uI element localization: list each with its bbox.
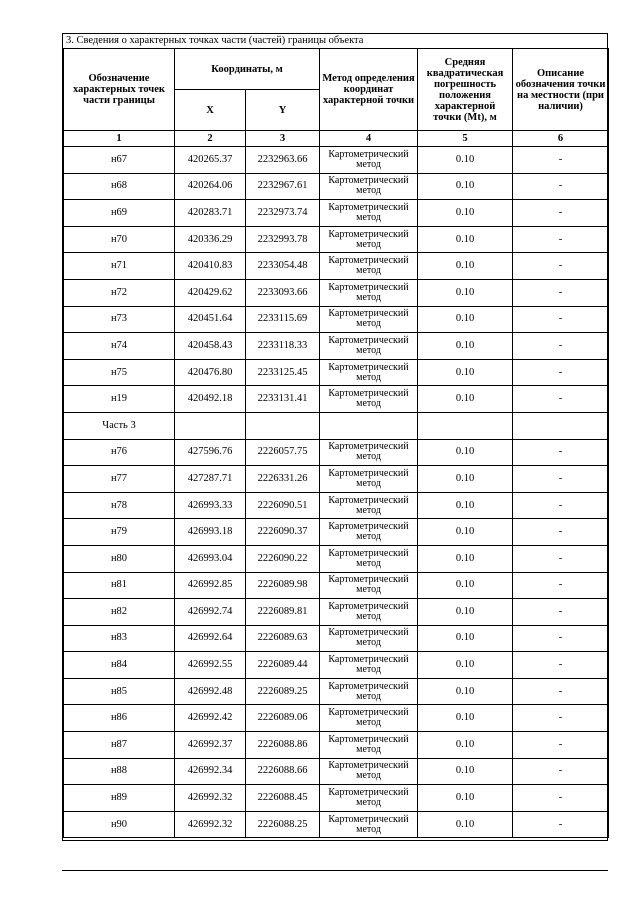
table-row <box>64 200 609 227</box>
table-row <box>64 226 609 253</box>
empty-cell <box>418 412 513 439</box>
empty-cell <box>246 412 320 439</box>
error-cell: 0.10 <box>418 545 513 572</box>
method-cell: Картометрический метод <box>320 758 418 785</box>
point-name-cell: н74 <box>64 333 175 360</box>
table-row <box>64 572 609 599</box>
coord-x-cell: 420410.83 <box>175 253 246 280</box>
coord-y-cell: 2226089.06 <box>246 705 320 732</box>
coord-x-cell: 420283.71 <box>175 200 246 227</box>
method-cell: Картометрический метод <box>320 599 418 626</box>
error-cell: 0.10 <box>418 253 513 280</box>
coord-x-cell: 426992.74 <box>175 599 246 626</box>
column-number: 6 <box>513 131 609 147</box>
coord-x-cell: 426992.32 <box>175 785 246 812</box>
point-name-cell: н69 <box>64 200 175 227</box>
coord-y-cell: 2232967.61 <box>246 173 320 200</box>
header-coordinates: Координаты, м <box>175 49 320 90</box>
table-row <box>64 758 609 785</box>
description-cell: - <box>513 678 609 705</box>
description-cell: - <box>513 306 609 333</box>
coord-y-cell: 2226089.81 <box>246 599 320 626</box>
coord-x-cell: 420264.06 <box>175 173 246 200</box>
description-cell: - <box>513 226 609 253</box>
table-row <box>64 359 609 386</box>
point-name-cell: н76 <box>64 439 175 466</box>
part-row <box>64 412 609 439</box>
table-row <box>64 492 609 519</box>
coord-x-cell: 426992.64 <box>175 625 246 652</box>
description-cell: - <box>513 785 609 812</box>
point-name-cell: н19 <box>64 386 175 413</box>
header-description: Описание обозначения точки на местности (при наличии) <box>513 49 609 131</box>
coord-y-cell: 2232973.74 <box>246 200 320 227</box>
method-cell: Картометрический метод <box>320 652 418 679</box>
point-name-cell: н72 <box>64 279 175 306</box>
method-cell: Картометрический метод <box>320 359 418 386</box>
coord-y-cell: 2226088.25 <box>246 811 320 838</box>
error-cell: 0.10 <box>418 173 513 200</box>
error-cell: 0.10 <box>418 279 513 306</box>
description-cell: - <box>513 732 609 759</box>
table-row <box>64 253 609 280</box>
error-cell: 0.10 <box>418 732 513 759</box>
description-cell: - <box>513 625 609 652</box>
table-body <box>64 147 609 838</box>
table-row <box>64 732 609 759</box>
description-cell: - <box>513 758 609 785</box>
method-cell: Картометрический метод <box>320 625 418 652</box>
description-cell: - <box>513 279 609 306</box>
point-name-cell: н88 <box>64 758 175 785</box>
column-number: 1 <box>64 131 175 147</box>
table-row <box>64 811 609 838</box>
error-cell: 0.10 <box>418 439 513 466</box>
error-cell: 0.10 <box>418 386 513 413</box>
coord-x-cell: 426993.33 <box>175 492 246 519</box>
point-name-cell: н90 <box>64 811 175 838</box>
coord-x-cell: 420476.80 <box>175 359 246 386</box>
error-cell: 0.10 <box>418 306 513 333</box>
table-row <box>64 173 609 200</box>
table-row <box>64 306 609 333</box>
coord-y-cell: 2232993.78 <box>246 226 320 253</box>
description-cell: - <box>513 253 609 280</box>
description-cell: - <box>513 811 609 838</box>
coord-y-cell: 2226090.22 <box>246 545 320 572</box>
coord-x-cell: 426993.04 <box>175 545 246 572</box>
method-cell: Картометрический метод <box>320 492 418 519</box>
point-name-cell: н79 <box>64 519 175 546</box>
error-cell: 0.10 <box>418 226 513 253</box>
part-label: Часть 3 <box>64 412 175 439</box>
header-x: X <box>175 90 246 131</box>
boundary-points-table <box>63 48 609 838</box>
error-cell: 0.10 <box>418 625 513 652</box>
error-cell: 0.10 <box>418 572 513 599</box>
column-number: 5 <box>418 131 513 147</box>
error-cell: 0.10 <box>418 359 513 386</box>
coord-y-cell: 2233125.45 <box>246 359 320 386</box>
table-row <box>64 333 609 360</box>
method-cell: Картометрический метод <box>320 226 418 253</box>
table-row <box>64 652 609 679</box>
description-cell: - <box>513 599 609 626</box>
empty-cell <box>513 412 609 439</box>
error-cell: 0.10 <box>418 652 513 679</box>
error-cell: 0.10 <box>418 678 513 705</box>
point-name-cell: н81 <box>64 572 175 599</box>
point-name-cell: н80 <box>64 545 175 572</box>
method-cell: Картометрический метод <box>320 439 418 466</box>
coord-x-cell: 426992.48 <box>175 678 246 705</box>
description-cell: - <box>513 545 609 572</box>
coord-y-cell: 2226089.44 <box>246 652 320 679</box>
coord-y-cell: 2226090.37 <box>246 519 320 546</box>
point-name-cell: н71 <box>64 253 175 280</box>
table-row <box>64 599 609 626</box>
error-cell: 0.10 <box>418 519 513 546</box>
method-cell: Картометрический метод <box>320 306 418 333</box>
method-cell: Картометрический метод <box>320 785 418 812</box>
coord-y-cell: 2226089.63 <box>246 625 320 652</box>
coord-y-cell: 2233093.66 <box>246 279 320 306</box>
coord-x-cell: 420451.64 <box>175 306 246 333</box>
coord-y-cell: 2226088.66 <box>246 758 320 785</box>
table-row <box>64 785 609 812</box>
error-cell: 0.10 <box>418 147 513 174</box>
error-cell: 0.10 <box>418 599 513 626</box>
point-name-cell: н73 <box>64 306 175 333</box>
description-cell: - <box>513 492 609 519</box>
description-cell: - <box>513 705 609 732</box>
point-name-cell: н78 <box>64 492 175 519</box>
coord-x-cell: 420336.29 <box>175 226 246 253</box>
empty-cell <box>320 412 418 439</box>
coord-y-cell: 2226088.45 <box>246 785 320 812</box>
section-title: 3. Сведения о характерных точках части (частей) границы объекта <box>66 35 364 46</box>
point-name-cell: н82 <box>64 599 175 626</box>
coord-x-cell: 426992.42 <box>175 705 246 732</box>
description-cell: - <box>513 466 609 493</box>
error-cell: 0.10 <box>418 785 513 812</box>
point-name-cell: н85 <box>64 678 175 705</box>
method-cell: Картометрический метод <box>320 386 418 413</box>
coord-y-cell: 2233131.41 <box>246 386 320 413</box>
point-name-cell: н87 <box>64 732 175 759</box>
error-cell: 0.10 <box>418 705 513 732</box>
coord-y-cell: 2226089.25 <box>246 678 320 705</box>
method-cell: Картометрический метод <box>320 678 418 705</box>
method-cell: Картометрический метод <box>320 147 418 174</box>
error-cell: 0.10 <box>418 466 513 493</box>
method-cell: Картометрический метод <box>320 200 418 227</box>
table-row <box>64 678 609 705</box>
coord-x-cell: 420265.37 <box>175 147 246 174</box>
point-name-cell: н84 <box>64 652 175 679</box>
method-cell: Картометрический метод <box>320 333 418 360</box>
coord-x-cell: 420458.43 <box>175 333 246 360</box>
method-cell: Картометрический метод <box>320 811 418 838</box>
method-cell: Картометрический метод <box>320 732 418 759</box>
header-method: Метод определения координат характерной точки <box>320 49 418 131</box>
description-cell: - <box>513 173 609 200</box>
coord-y-cell: 2233115.69 <box>246 306 320 333</box>
error-cell: 0.10 <box>418 811 513 838</box>
method-cell: Картометрический метод <box>320 519 418 546</box>
table-row <box>64 439 609 466</box>
description-cell: - <box>513 439 609 466</box>
method-cell: Картометрический метод <box>320 279 418 306</box>
description-cell: - <box>513 572 609 599</box>
column-number: 2 <box>175 131 246 147</box>
method-cell: Картометрический метод <box>320 173 418 200</box>
column-number: 4 <box>320 131 418 147</box>
footer-divider <box>62 870 608 871</box>
coord-y-cell: 2226089.98 <box>246 572 320 599</box>
coord-x-cell: 420492.18 <box>175 386 246 413</box>
coord-x-cell: 426993.18 <box>175 519 246 546</box>
empty-cell <box>175 412 246 439</box>
coord-y-cell: 2226331.26 <box>246 466 320 493</box>
description-cell: - <box>513 333 609 360</box>
method-cell: Картометрический метод <box>320 253 418 280</box>
point-name-cell: н89 <box>64 785 175 812</box>
table-row <box>64 519 609 546</box>
description-cell: - <box>513 519 609 546</box>
table-row <box>64 705 609 732</box>
error-cell: 0.10 <box>418 200 513 227</box>
description-cell: - <box>513 359 609 386</box>
coord-y-cell: 2226057.75 <box>246 439 320 466</box>
table-row <box>64 545 609 572</box>
error-cell: 0.10 <box>418 758 513 785</box>
coord-y-cell: 2232963.66 <box>246 147 320 174</box>
description-cell: - <box>513 652 609 679</box>
error-cell: 0.10 <box>418 333 513 360</box>
coord-x-cell: 420429.62 <box>175 279 246 306</box>
table-row <box>64 466 609 493</box>
description-cell: - <box>513 147 609 174</box>
point-name-cell: н75 <box>64 359 175 386</box>
method-cell: Картометрический метод <box>320 466 418 493</box>
column-number: 3 <box>246 131 320 147</box>
point-name-cell: н70 <box>64 226 175 253</box>
header-designation: Обозначение характерных точек части границы <box>64 49 175 131</box>
point-name-cell: н68 <box>64 173 175 200</box>
coord-y-cell: 2226088.86 <box>246 732 320 759</box>
coord-x-cell: 426992.55 <box>175 652 246 679</box>
description-cell: - <box>513 386 609 413</box>
method-cell: Картометрический метод <box>320 572 418 599</box>
method-cell: Картометрический метод <box>320 705 418 732</box>
description-cell: - <box>513 200 609 227</box>
document-frame <box>62 33 608 841</box>
coord-x-cell: 426992.34 <box>175 758 246 785</box>
point-name-cell: н83 <box>64 625 175 652</box>
error-cell: 0.10 <box>418 492 513 519</box>
coord-x-cell: 426992.37 <box>175 732 246 759</box>
coord-x-cell: 427287.71 <box>175 466 246 493</box>
coord-x-cell: 426992.32 <box>175 811 246 838</box>
coord-y-cell: 2226090.51 <box>246 492 320 519</box>
coord-y-cell: 2233054.48 <box>246 253 320 280</box>
coord-x-cell: 427596.76 <box>175 439 246 466</box>
point-name-cell: н86 <box>64 705 175 732</box>
table-row <box>64 386 609 413</box>
point-name-cell: н77 <box>64 466 175 493</box>
table-row <box>64 279 609 306</box>
header-y: Y <box>246 90 320 131</box>
table-row <box>64 147 609 174</box>
coord-x-cell: 426992.85 <box>175 572 246 599</box>
table-row <box>64 625 609 652</box>
coord-y-cell: 2233118.33 <box>246 333 320 360</box>
point-name-cell: н67 <box>64 147 175 174</box>
header-error: Средняя квадратическая погрешность положения характерной точки (Mt), м <box>418 49 513 131</box>
method-cell: Картометрический метод <box>320 545 418 572</box>
